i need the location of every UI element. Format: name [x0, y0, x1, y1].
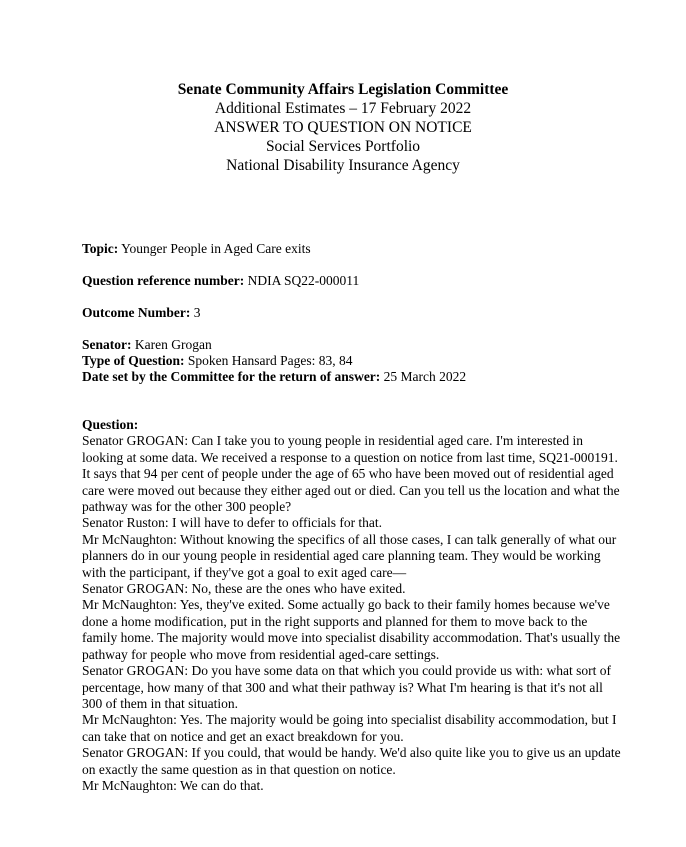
reference-row [82, 273, 359, 289]
hansard-label: Hansard Pages: [231, 353, 316, 368]
question-heading: Question: [82, 417, 139, 432]
date-value: 25 March 2022 [383, 369, 467, 384]
transcript-paragraph: Mr McNaughton: Without knowing the specifics of all those cases, I can talk generally of what our planners do in our young people in residential aged care planning team. They would be working with the participant, if they've got a goal to exit aged care— [82, 531, 617, 580]
transcript-paragraph: Senator GROGAN: No, these are the ones who have exited. [82, 581, 406, 597]
hansard-value: 83, 84 [318, 353, 353, 368]
transcript-paragraph: Senator GROGAN: If you could, that would be handy. We'd also quite like you to give us an update on exactly the same question as in that question on notice. [82, 745, 621, 777]
outcome-label: Outcome Number: [82, 305, 191, 320]
transcript-paragraph: Mr McNaughton: We can do that. [82, 777, 264, 793]
transcript-paragraph: Senator GROGAN: Do you have some data on that which you could provide us with: what sort of percentage, how many of that 300 and what their pathway is? What I'm hearing is that it's not all 300 of them in that situation. [82, 663, 612, 711]
transcript-paragraph: Senator Ruston: I will have to defer to officials for that. [82, 515, 383, 531]
question-section [82, 417, 622, 794]
agency-line: National Disability Insurance Agency [226, 157, 460, 174]
date-row [82, 369, 466, 385]
transcript-paragraph: Mr McNaughton: Yes, they've exited. Some actually go back to their family homes because we've done a home modification, put in the right supports and planned for them to move back to the family home. The majority would move into specialist disability accommodation. That's usually the pathway for people who move from residential aged-care settings. [82, 597, 621, 662]
type-value: Spoken [187, 353, 229, 368]
senator-label: Senator: [82, 337, 132, 352]
outcome-row [82, 305, 200, 321]
reference-label: Question reference number: [82, 273, 245, 288]
answer-type-line: ANSWER TO QUESTION ON NOTICE [214, 119, 472, 136]
outcome-value: 3 [193, 305, 201, 320]
transcript-paragraph: Mr McNaughton: Yes. The majority would be going into specialist disability accommodation, but I can take that on notice and get an exact breakdown for you. [82, 712, 617, 744]
portfolio-line: Social Services Portfolio [265, 138, 421, 155]
document-header [0, 80, 686, 175]
senator-row [82, 337, 212, 353]
topic-row [82, 241, 311, 257]
reference-value: NDIA SQ22-000011 [247, 273, 360, 288]
date-label: Date set by the Committee for the return of answer: [82, 369, 381, 384]
estimates-line: Additional Estimates – 17 February 2022 [214, 100, 472, 117]
topic-value: Younger People in Aged Care exits [121, 241, 311, 256]
type-label: Type of Question: [82, 353, 185, 368]
senator-value: Karen Grogan [134, 337, 212, 352]
type-row [82, 353, 353, 369]
committee-title: Senate Community Affairs Legislation Committee [177, 81, 509, 98]
transcript-paragraph: Senator GROGAN: Can I take you to young people in residential aged care. I'm interested in looking at some data. We received a response to a question on notice from last time, SQ21-000191. It says that 94 per cent of people under the age of 65 who have been moved out of residential aged care were moved out because they either aged out or died. Can you tell us the location and what the pathway was for the other 300 people? [82, 433, 620, 515]
topic-label: Topic: [82, 241, 119, 256]
